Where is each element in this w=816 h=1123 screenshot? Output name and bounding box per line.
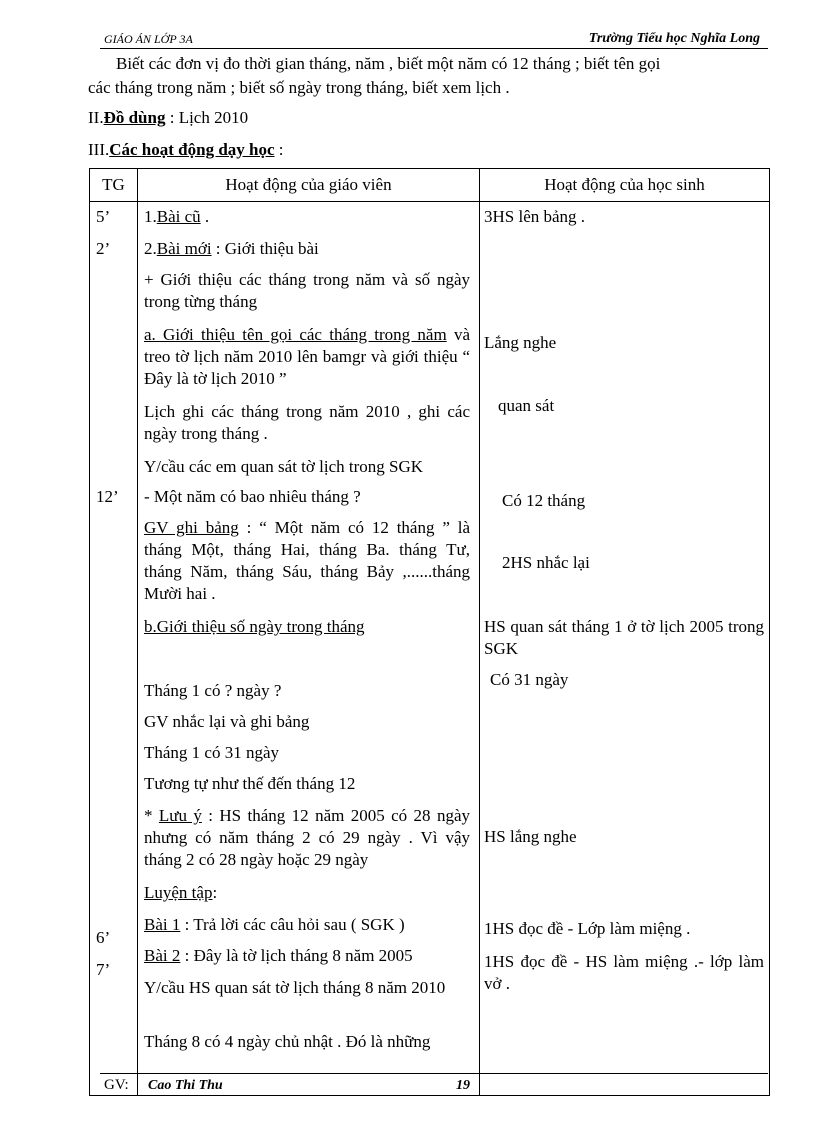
teacher-item — [144, 517, 470, 605]
footer-gv-label: GV: — [104, 1077, 129, 1093]
teacher-column — [138, 202, 480, 1096]
teacher-item — [144, 206, 470, 228]
item-text: . — [204, 207, 210, 226]
teacher-item — [144, 805, 470, 871]
teacher-item: Lịch ghi các tháng trong năm 2010 , ghi các ngày trong tháng . — [144, 402, 470, 443]
teacher-item: Tháng 8 có 4 ngày chủ nhật . Đó là những — [144, 1032, 431, 1051]
item-text: : Giới thiệu bài — [215, 239, 319, 258]
item-underlined: b.Giới thiệu số ngày trong tháng — [144, 617, 365, 636]
teacher-item — [144, 324, 470, 390]
header-right: Trường Tiểu học Nghĩa Long — [588, 31, 760, 46]
page-header — [100, 30, 768, 49]
item-text: : HS tháng 12 năm 2005 có 28 ngày nhưng có năm tháng 2 có 29 ngày . Vì vậy tháng 2 có 28 ngày hoặc 29 ngày — [144, 806, 470, 869]
item-text: : “ Một năm có 12 tháng ” là tháng Một, tháng Hai, tháng Ba. tháng Tư, tháng Năm, tháng Sáu, tháng Bảy ,......tháng Mười hai . — [144, 518, 471, 603]
section-title: Các hoạt động dạy học — [109, 140, 275, 159]
item-text: : Đây là tờ lịch tháng 8 năm 2005 — [184, 946, 413, 965]
student-item: 1HS đọc đề - Lớp làm miệng . — [484, 919, 691, 938]
header-left: GIÁO ÁN LỚP 3A — [104, 32, 193, 46]
student-column — [480, 202, 770, 1096]
teacher-item — [144, 945, 470, 967]
item-underlined: Lưu ý — [158, 806, 202, 825]
teacher-item: Tương tự như thế đến tháng 12 — [144, 774, 356, 793]
item-underlined: Bài 2 — [144, 946, 181, 965]
teacher-item: Y/cầu các em quan sát tờ lịch trong SGK — [144, 457, 424, 476]
section-materials — [88, 108, 248, 128]
section-activities — [88, 140, 284, 160]
item-underlined: Luyện tập — [144, 883, 213, 902]
section-num: III. — [88, 140, 110, 159]
item-text: : — [212, 883, 218, 902]
item-underlined: Bài 1 — [144, 915, 181, 934]
tg-value: 12’ — [96, 487, 119, 506]
page-footer — [100, 1073, 768, 1094]
student-item: 3HS lên bảng . — [484, 207, 586, 226]
table-row — [90, 202, 770, 1096]
intro-line-2: các tháng trong năm ; biết số ngày trong tháng, biết xem lịch . — [88, 78, 510, 97]
intro-line-1: Biết các đơn vị đo thời gian tháng, năm , biết một năm có 12 tháng ; biết tên gọi — [116, 54, 661, 73]
item-text: 2. — [144, 239, 157, 258]
teacher-item: Tháng 1 có 31 ngày — [144, 743, 280, 762]
teacher-item — [144, 238, 470, 260]
teacher-item: Y/cầu HS quan sát tờ lịch tháng 8 năm 2010 — [144, 978, 446, 997]
student-item: HS lắng nghe — [484, 827, 577, 846]
teacher-item: - Một năm có bao nhiêu tháng ? — [144, 487, 361, 506]
student-item: Lắng nghe — [484, 333, 557, 352]
tg-value: 6’ — [96, 928, 111, 947]
header-tg: TG — [90, 169, 138, 202]
item-underlined: a. Giới thiệu tên gọi các tháng trong năm — [144, 325, 447, 344]
tg-value: 7’ — [96, 960, 111, 979]
intro-paragraph — [88, 52, 768, 100]
header-teacher: Hoạt động của giáo viên — [138, 169, 480, 202]
tg-value: 2’ — [96, 239, 111, 258]
teacher-item — [144, 914, 470, 936]
teacher-item — [144, 616, 470, 638]
teacher-item: Tháng 1 có ? ngày ? — [144, 681, 282, 700]
item-text: : Trả lời các câu hỏi sau ( SGK ) — [184, 915, 405, 934]
section-num: II. — [88, 108, 104, 127]
item-underlined: Bài cũ — [156, 207, 201, 226]
teacher-item: + Giới thiệu các tháng trong năm và số ngày trong từng tháng — [144, 270, 470, 311]
tg-column — [90, 202, 138, 1096]
table-header-row — [90, 169, 770, 202]
student-item: Có 31 ngày — [490, 670, 569, 689]
section-text: : Lịch 2010 — [169, 108, 249, 127]
student-item: 1HS đọc đề - HS làm miệng .- lớp làm vở . — [484, 952, 764, 993]
item-underlined: GV ghi bảng — [144, 518, 239, 537]
lesson-table — [89, 168, 770, 1096]
item-text: 1. — [144, 207, 157, 226]
teacher-item: GV nhắc lại và ghi bảng — [144, 712, 310, 731]
footer-teacher-name: Cao Thi Thu — [148, 1078, 223, 1093]
item-underlined: Bài mới — [156, 239, 212, 258]
header-student: Hoạt động của học sinh — [480, 169, 770, 202]
student-item: quan sát — [498, 396, 555, 415]
section-text: : — [278, 140, 284, 159]
item-text: * — [144, 806, 153, 825]
page-number: 19 — [456, 1078, 470, 1093]
student-item: Có 12 tháng — [502, 491, 586, 510]
section-title: Đồ dùng — [103, 108, 166, 127]
student-item: 2HS nhắc lại — [502, 553, 590, 572]
teacher-item — [144, 882, 470, 904]
tg-value: 5’ — [96, 207, 111, 226]
item-text: và treo tờ lịch năm 2010 lên bamgr và giới thiệu “ Đây là tờ lịch 2010 ” — [144, 325, 470, 388]
student-item: HS quan sát tháng 1 ở tờ lịch 2005 trong SGK — [484, 617, 764, 658]
